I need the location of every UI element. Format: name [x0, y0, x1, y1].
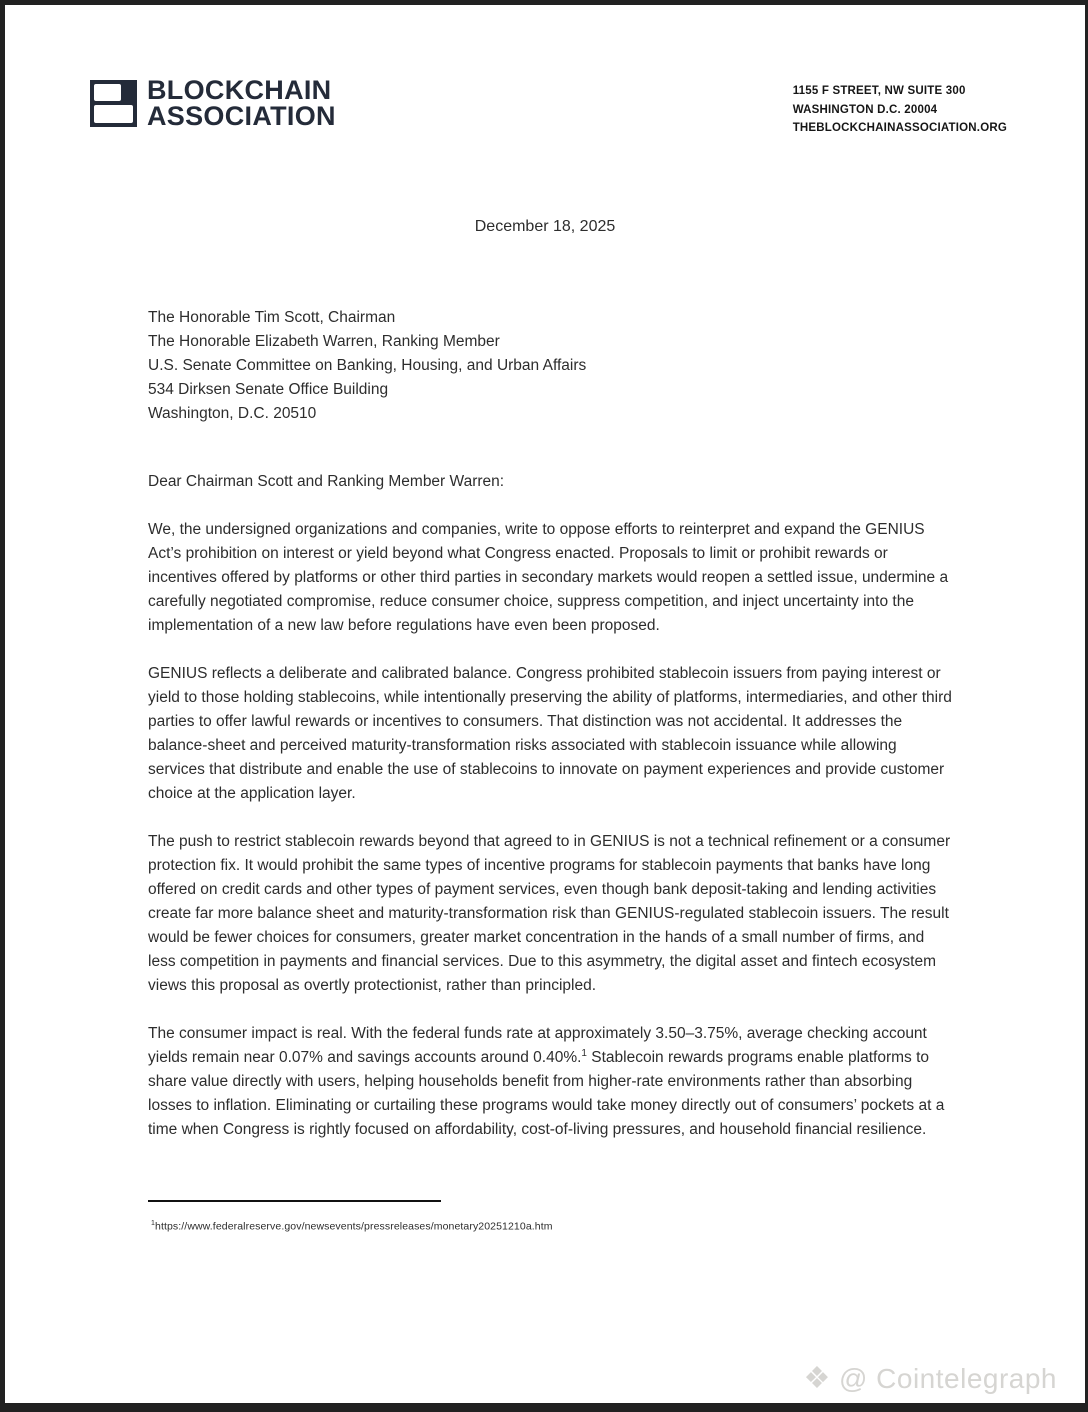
recipient-line-committee: U.S. Senate Committee on Banking, Housing, and Urban Affairs: [148, 356, 587, 374]
salutation: Dear Chairman Scott and Ranking Member Warren:: [148, 472, 505, 490]
logo-top-block: [94, 84, 121, 102]
letterhead-address: [793, 82, 1007, 138]
paragraph-1: We, the undersigned organizations and companies, write to oppose efforts to reinterpret and expand the GENIUS Act’s prohibition on interest or yield beyond what Congress enacted. Proposals to limit or prohibit rewards or incentives offered by platforms or other third parties in secondary markets would reopen a settled issue, undermine a carefully negotiated compromise, reduce consumer choice, suppress competition, and inject uncertainty into the implementation of a new law before regulations have even been proposed.: [148, 520, 949, 634]
recipient-line-building: 534 Dirksen Senate Office Building: [148, 380, 389, 398]
cointelegraph-watermark-text: @ Cointelegraph: [838, 1363, 1057, 1394]
paragraph-4: [148, 1022, 955, 1142]
paragraph-2: GENIUS reflects a deliberate and calibrated balance. Congress prohibited stablecoin issuers from paying interest or yield to those holding stablecoins, while intentionally preserving the ability of platforms, intermediaries, and other third parties to offer lawful rewards or incentives to consumers. That distinction was not accidental. It addresses the balance-sheet and perceived maturity-transformation risks associated with stablecoin issuance while allowing services that distribute and enable the use of stablecoins to innovate on payment experiences and provide customer choice at the application layer.: [148, 664, 952, 802]
logo-bottom-block: [94, 105, 133, 123]
recipient-line-chairman: The Honorable Tim Scott, Chairman: [148, 308, 396, 326]
letterhead: [5, 5, 1085, 138]
cointelegraph-icon: ❖: [803, 1362, 831, 1395]
letter-page: [5, 5, 1085, 1403]
address-city: WASHINGTON D.C. 20004: [792, 103, 938, 116]
blockchain-association-logo: [90, 77, 336, 129]
recipient-line-city: Washington, D.C. 20510: [148, 404, 317, 422]
letter-body: [148, 306, 955, 1142]
paragraph-4-text-after-ref: Stablecoin rewards programs enable platforms to share value directly with users, helping households benefit from higher-rate environments rather than absorbing losses to inflation. Eliminating or curtailing these programs would take money directly out of consumers’ pockets at a time when Congress is rightly focused on affordability, cost-of-living pressures, and household financial resilience.: [148, 1048, 945, 1138]
footnote-url: https://www.federalreserve.gov/newsevents/pressreleases/monetary20251210a.htm: [155, 1220, 553, 1232]
footnote-reference-marker: 1: [581, 1047, 587, 1059]
footnote-number: 1: [151, 1219, 155, 1227]
cointelegraph-watermark: [804, 1363, 1057, 1395]
recipient-block: [148, 306, 955, 426]
recipient-line-ranking-member: The Honorable Elizabeth Warren, Ranking Member: [148, 332, 500, 350]
address-street: 1155 F STREET, NW SUITE 300: [792, 85, 966, 97]
footnote-divider: [148, 1200, 441, 1202]
letter-date: December 18, 2025: [474, 217, 616, 235]
logo-wordmark-line2: ASSOCIATION: [147, 101, 336, 131]
address-website: THEBLOCKCHAINASSOCIATION.ORG: [792, 122, 1007, 134]
logo-wordmark-line1: BLOCKCHAIN: [147, 75, 332, 105]
blockchain-association-logo-icon: [90, 80, 137, 127]
logo-top-row: [94, 84, 133, 102]
footnote: [151, 1220, 955, 1233]
logo-wordmark: [147, 77, 336, 129]
paragraph-4-text-before-ref: The consumer impact is real. With the federal funds rate at approximately 3.50–3.75%, average checking account yields remain near 0.07% and savings accounts around 0.40%.: [148, 1024, 927, 1066]
paragraph-3: The push to restrict stablecoin rewards beyond that agreed to in GENIUS is not a technical refinement or a consumer protection fix. It would prohibit the same types of incentive programs for stablecoin payments that banks have long offered on credit cards and other types of payment services, even though bank deposit-taking and lending activities create far more balance sheet and maturity-transformation risk than GENIUS-regulated stablecoin issuers. The result would be fewer choices for consumers, greater market concentration in the hands of a small number of firms, and less competition in payments and financial services. Due to this asymmetry, the digital asset and fintech ecosystem views this proposal as overtly protectionist, rather than principled.: [148, 832, 951, 994]
